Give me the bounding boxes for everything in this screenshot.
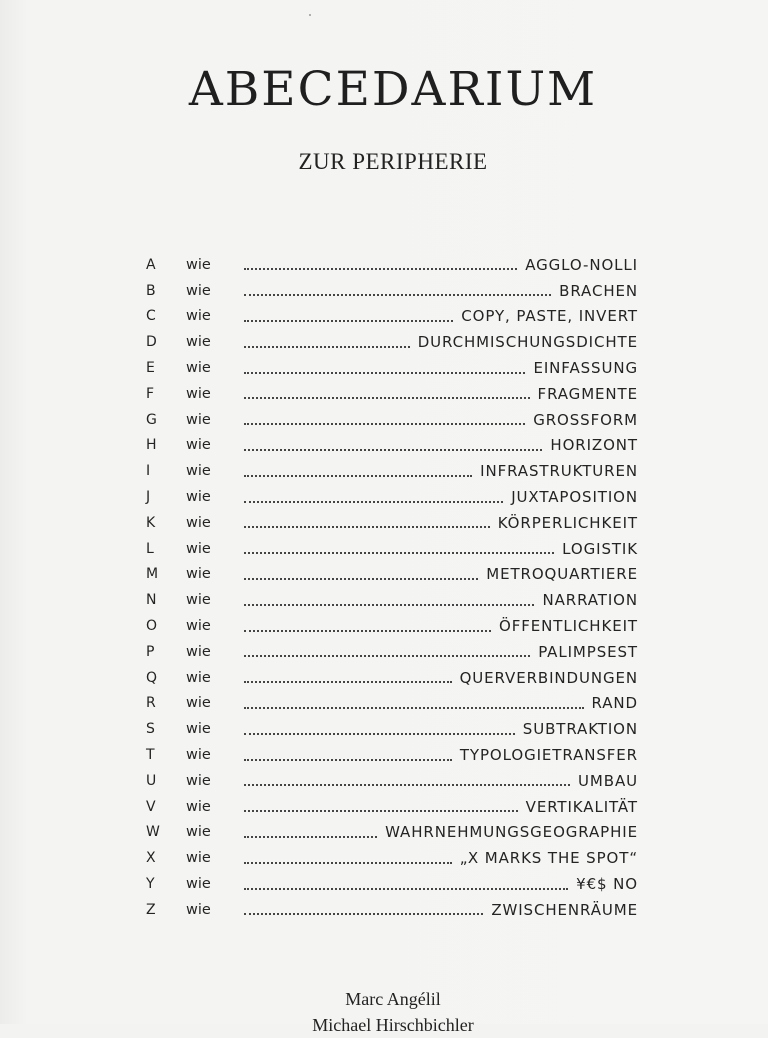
entry-term: KÖRPERLICHKEIT: [497, 513, 638, 532]
entry-connector: wie: [186, 489, 211, 506]
entry-connector: wie: [186, 334, 211, 351]
entry-term: GROSSFORM: [533, 410, 638, 429]
entry-term: COPY, PASTE, INVERT: [461, 307, 638, 326]
entry-letter: X: [146, 850, 156, 867]
entry-term: DURCHMISCHUNGSDICHTE: [417, 333, 638, 352]
list-item: [144, 433, 638, 459]
entry-letter: W: [146, 824, 160, 841]
entry-connector: wie: [186, 824, 211, 841]
dot-leader: [244, 809, 518, 812]
entry-letter: V: [146, 798, 156, 815]
entry-term: FRAGMENTE: [537, 384, 638, 403]
list-item: [144, 613, 638, 639]
dot-leader: [244, 758, 452, 761]
dot-leader: [244, 887, 568, 890]
list-item: [144, 742, 638, 768]
entry-connector: wie: [186, 256, 211, 273]
entry-term: WAHRNEHMUNGSGEOGRAPHIE: [385, 823, 638, 842]
entry-term: ZWISCHENRÄUME: [491, 900, 638, 919]
entry-term: UMBAU: [578, 771, 638, 790]
list-item: [144, 510, 638, 536]
list-item: [144, 562, 638, 588]
dot-leader: [244, 603, 534, 606]
entry-term: BRACHEN: [559, 281, 638, 300]
entry-letter: P: [146, 643, 155, 660]
dot-leader: [244, 706, 584, 709]
entry-letter: M: [146, 566, 159, 583]
entry-term: RAND: [591, 694, 638, 713]
entry-term: ÖFFENTLICHKEIT: [499, 617, 638, 636]
entry-letter: R: [146, 695, 156, 712]
list-item: [144, 458, 638, 484]
list-item: [144, 871, 638, 897]
entry-term: JUXTAPOSITION: [511, 488, 638, 507]
dot-leader: [244, 654, 530, 657]
entry-letter: Z: [146, 901, 156, 918]
entry-connector: wie: [186, 437, 211, 454]
author-name: Marc Angélil: [345, 989, 441, 1009]
dot-leader: [244, 396, 530, 399]
author-names: [0, 986, 768, 1038]
list-item: [144, 845, 638, 871]
list-item: [144, 716, 638, 742]
dot-leader: [244, 500, 503, 503]
entry-term: LOGISTIK: [562, 539, 638, 558]
entry-letter: I: [146, 463, 151, 480]
entry-connector: wie: [186, 901, 211, 918]
list-item: [144, 587, 638, 613]
entry-term: NARRATION: [542, 591, 638, 610]
entry-connector: wie: [186, 540, 211, 557]
entry-letter: Y: [146, 876, 155, 893]
entry-connector: wie: [186, 876, 211, 893]
entry-letter: O: [146, 618, 158, 635]
dot-leader: [244, 422, 525, 425]
entry-connector: wie: [186, 643, 211, 660]
entry-connector: wie: [186, 514, 211, 531]
list-item: [144, 484, 638, 510]
entry-letter: H: [146, 437, 157, 454]
entry-letter: C: [146, 308, 156, 325]
dot-leader: [244, 680, 452, 683]
entry-term: „X MARKS THE SPOT“: [459, 849, 638, 868]
entry-term: METROQUARTIERE: [486, 565, 638, 584]
list-item: [144, 897, 638, 923]
entry-term: TYPOLOGIETRANSFER: [459, 746, 638, 765]
entry-connector: wie: [186, 411, 211, 428]
entry-letter: D: [146, 334, 157, 351]
dot-leader: [244, 835, 377, 838]
entry-connector: wie: [186, 566, 211, 583]
entry-letter: F: [146, 385, 155, 402]
entry-letter: E: [146, 360, 155, 377]
dot-leader: [244, 912, 483, 915]
list-item: [144, 536, 638, 562]
dot-leader: [244, 732, 515, 735]
entry-term: QUERVERBINDUNGEN: [459, 668, 638, 687]
entry-connector: wie: [186, 282, 211, 299]
entry-term: SUBTRAKTION: [522, 720, 638, 739]
dot-leader: [244, 319, 453, 322]
list-item: [144, 794, 638, 820]
entry-connector: wie: [186, 721, 211, 738]
book-title: ABECEDARIUM: [188, 62, 598, 117]
dot-leader: [244, 345, 410, 348]
entry-connector: wie: [186, 385, 211, 402]
entry-letter: K: [146, 514, 156, 531]
entry-connector: wie: [186, 592, 211, 609]
list-item: [144, 407, 638, 433]
dot-leader: [244, 861, 452, 864]
entry-connector: wie: [186, 618, 211, 635]
entry-letter: U: [146, 772, 157, 789]
entry-letter: Q: [146, 669, 158, 686]
entry-letter: J: [146, 489, 151, 506]
entry-term: HORIZONT: [550, 436, 638, 455]
entry-term: ¥€$ NO: [576, 875, 638, 894]
entry-connector: wie: [186, 747, 211, 764]
entry-term: INFRASTRUKTUREN: [480, 462, 638, 481]
entry-letter: N: [146, 592, 157, 609]
author-name: Michael Hirschbichler: [312, 1015, 474, 1035]
entry-connector: wie: [186, 669, 211, 686]
entry-connector: wie: [186, 308, 211, 325]
entry-letter: L: [146, 540, 154, 557]
dot-leader: [244, 293, 551, 296]
entry-term: PALIMPSEST: [538, 642, 638, 661]
list-item: [144, 252, 638, 278]
dot-leader: [244, 371, 525, 374]
list-item: [144, 639, 638, 665]
book-subtitle: ZUR PERIPHERIE: [298, 149, 488, 174]
entry-term: VERTIKALITÄT: [525, 797, 638, 816]
entry-connector: wie: [186, 695, 211, 712]
entry-term: EINFASSUNG: [533, 359, 638, 378]
dot-leader: [244, 525, 490, 528]
entry-letter: B: [146, 282, 156, 299]
dot-leader: [244, 551, 554, 554]
list-item: [144, 665, 638, 691]
dot-leader: [244, 577, 478, 580]
list-item: [144, 691, 638, 717]
print-speck: [309, 14, 311, 16]
entry-connector: wie: [186, 463, 211, 480]
dot-leader: [244, 267, 517, 270]
dot-leader: [244, 783, 570, 786]
dot-leader: [244, 448, 542, 451]
entry-letter: S: [146, 721, 155, 738]
list-item: [144, 329, 638, 355]
dot-leader: [244, 474, 472, 477]
dot-leader: [244, 629, 491, 632]
list-item: [144, 278, 638, 304]
list-item: [144, 820, 638, 846]
entry-letter: T: [146, 747, 155, 764]
entry-connector: wie: [186, 772, 211, 789]
entry-term: AGGLO-NOLLI: [525, 255, 638, 274]
list-item: [144, 304, 638, 330]
entry-connector: wie: [186, 850, 211, 867]
entry-connector: wie: [186, 360, 211, 377]
list-item: [144, 768, 638, 794]
list-item: [144, 381, 638, 407]
entry-letter: G: [146, 411, 157, 428]
abecedarium-list: [144, 252, 638, 923]
entry-letter: A: [146, 256, 156, 273]
list-item: [144, 355, 638, 381]
entry-connector: wie: [186, 798, 211, 815]
